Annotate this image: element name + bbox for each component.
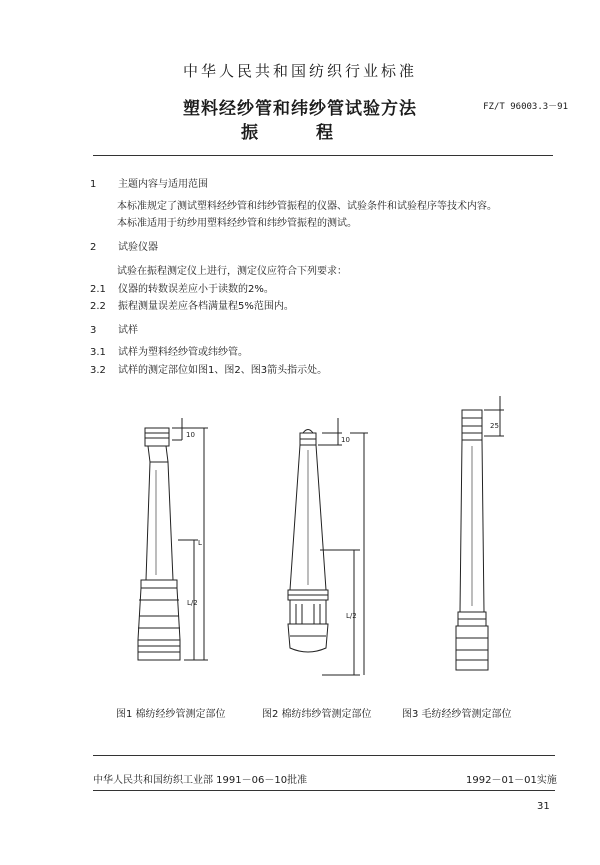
item-text: 试样为塑料经纱管或纬纱管。 (118, 347, 248, 358)
approval-note: 中华人民共和国纺织工业部 1991－06－10批准 (93, 775, 308, 786)
item-number: 3.2 (90, 365, 106, 376)
footer-rule-bottom (93, 790, 555, 791)
document-title: 塑料经纱管和纬纱管试验方法 (183, 99, 417, 119)
section-title: 试验仪器 (118, 242, 158, 253)
footer-rule (93, 755, 555, 756)
section-1-para-2: 本标准适用于纺纱用塑料经纱管和纬纱管振程的测试。 (117, 218, 357, 229)
section-title: 试样 (118, 325, 138, 336)
section-2-para-1: 试验在振程测定仪上进行，测定仪应符合下列要求： (117, 266, 347, 277)
section-number: 2 (90, 242, 97, 253)
item-number: 2.1 (90, 284, 106, 295)
standard-code: FZ/T 96003.3－91 (483, 102, 568, 112)
section-number: 3 (90, 325, 97, 336)
item-text: 试样的测定部位如图1、图2、图3箭头指示处。 (118, 365, 328, 376)
figure-3-caption: 图3 毛纺经纱管测定部位 (402, 709, 512, 720)
figure-1-caption: 图1 棉纺经纱管测定部位 (116, 709, 226, 720)
section-number: 1 (90, 179, 97, 190)
fig2-dim-10: 10 (341, 436, 350, 444)
item-text: 仪器的转数误差应小于读数的2%。 (118, 284, 274, 295)
fig1-dim-10: 10 (186, 431, 195, 439)
fig1-dim-L: L (198, 539, 202, 547)
fig2-dim-L2: L/2 (346, 612, 357, 620)
document-subtitle: 振 程 (241, 123, 359, 143)
item-number: 2.2 (90, 301, 106, 312)
effective-date: 1992－01－01实施 (466, 775, 557, 786)
org-standard-heading: 中华人民共和国纺织行业标准 (182, 62, 417, 80)
section-1-para-1: 本标准规定了测试塑料经纱管和纬纱管振程的仪器、试验条件和试验程序等技术内容。 (117, 201, 497, 212)
figure-2-tube (288, 418, 368, 675)
fig3-dim-25: 25 (490, 422, 499, 430)
figure-3-tube (456, 396, 504, 670)
figure-2-caption: 图2 棉纺纬纱管测定部位 (262, 709, 372, 720)
item-number: 3.1 (90, 347, 106, 358)
item-text: 振程测量误差应各档满量程5%范围内。 (118, 301, 294, 312)
section-title: 主题内容与适用范围 (118, 179, 208, 190)
fig1-dim-L2: L/2 (187, 599, 198, 607)
page-number: 31 (537, 801, 550, 812)
